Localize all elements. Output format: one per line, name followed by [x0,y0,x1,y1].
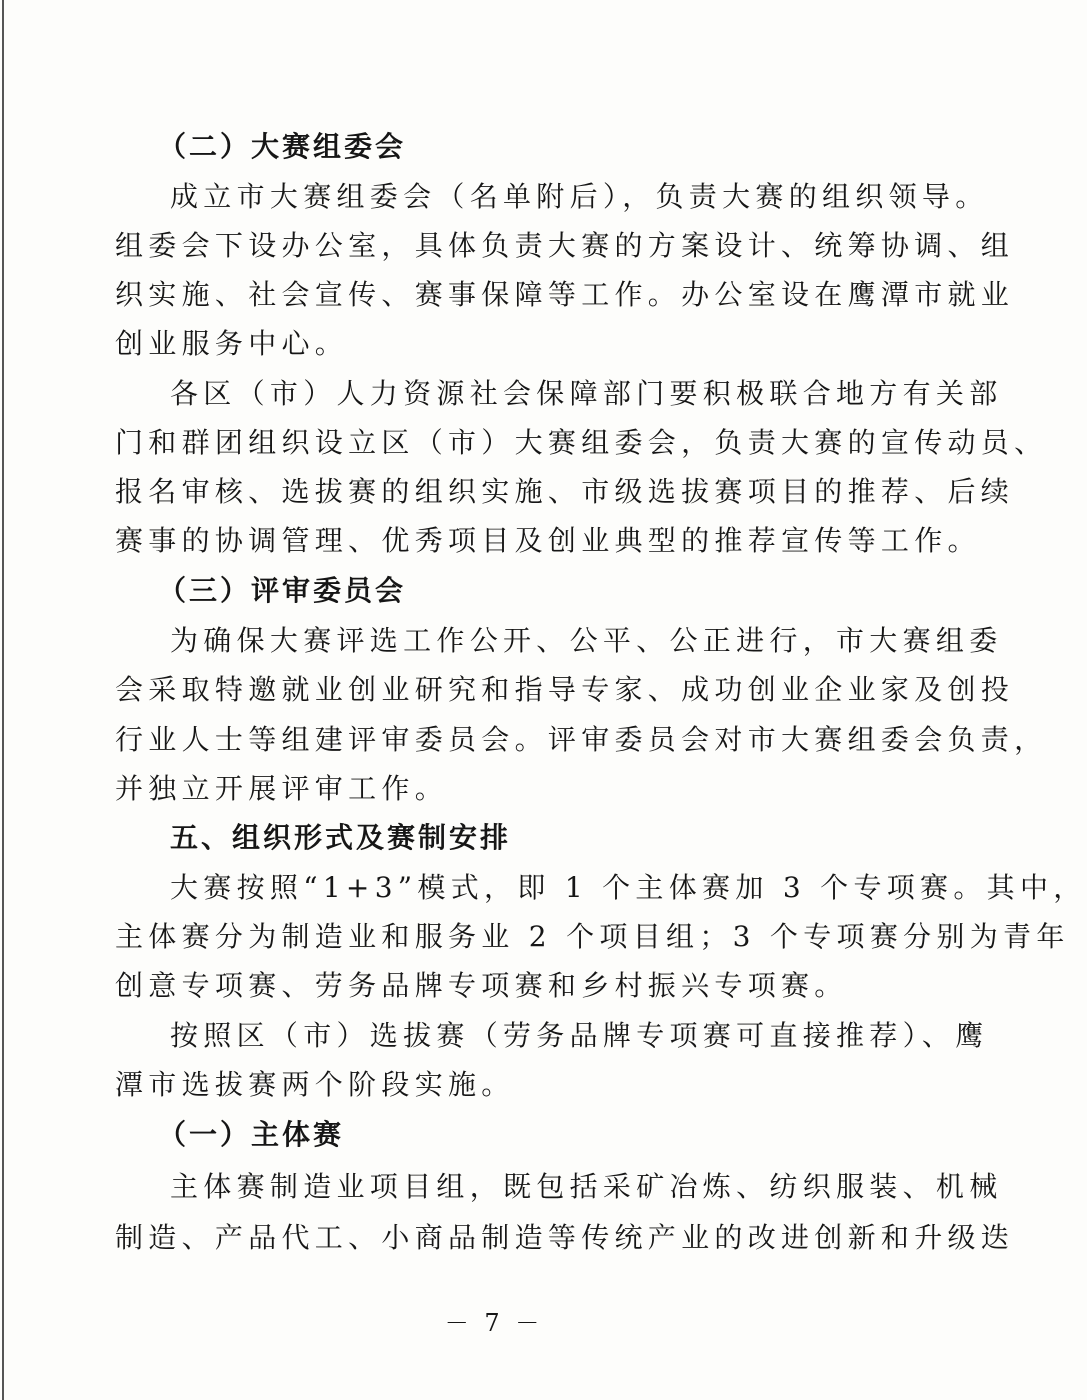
section-heading-organizing-committee: （二）大赛组委会 [158,130,407,163]
paragraph-line: 组委会下设办公室，具体负责大赛的方案设计、统筹协调、组 [115,229,1015,262]
page-number: － 7 － [444,1309,544,1337]
paragraph-line: 潭市选拔赛两个阶段实施。 [115,1068,515,1101]
scan-edge-line [2,0,4,1400]
paragraph-line: 按照区（市）选拔赛（劳务品牌专项赛可直接推荐）、鹰 [170,1019,989,1052]
paragraph-line: 大赛按照“1+3”模式，即 1 个主体赛加 3 个专项赛。其中， [170,871,1087,904]
paragraph-line: 并独立开展评审工作。 [115,772,449,805]
paragraph-line: 制造、产品代工、小商品制造等传统产业的改进创新和升级迭 [115,1221,1015,1254]
paragraph-line: 报名审核、选拔赛的组织实施、市级选拔赛项目的推荐、后续 [115,475,1015,508]
paragraph-line: 赛事的协调管理、优秀项目及创业典型的推荐宣传等工作。 [115,524,981,557]
paragraph-line: 为确保大赛评选工作公开、公平、公正进行，市大赛组委 [170,624,1003,657]
paragraph-line: 行业人士等组建评审委员会。评审委员会对市大赛组委会负责， [115,723,1048,756]
paragraph-line: 门和群团组织设立区（市）大赛组委会，负责大赛的宣传动员、 [115,426,1048,459]
paragraph-line: 创业服务中心。 [115,327,349,360]
paragraph-line: 会采取特邀就业创业研究和指导专家、成功创业企业家及创投 [115,673,1015,706]
paragraph-line: 成立市大赛组委会（名单附后），负责大赛的组织领导。 [170,180,989,213]
paragraph-line: 织实施、社会宣传、赛事保障等工作。办公室设在鹰潭市就业 [115,278,1015,311]
paragraph-line: 各区（市）人力资源社会保障部门要积极联合地方有关部 [170,377,1003,410]
paragraph-line: 主体赛分为制造业和服务业 2 个项目组；3 个专项赛分别为青年 [115,920,1070,953]
section-heading-main-competition: （一）主体赛 [158,1118,345,1151]
paragraph-line: 创意专项赛、劳务品牌专项赛和乡村振兴专项赛。 [115,969,848,1002]
paragraph-line: 主体赛制造业项目组，既包括采矿冶炼、纺织服装、机械 [170,1170,1003,1203]
section-heading-format: 五、组织形式及赛制安排 [170,821,512,854]
section-heading-review-committee: （三）评审委员会 [158,574,407,607]
